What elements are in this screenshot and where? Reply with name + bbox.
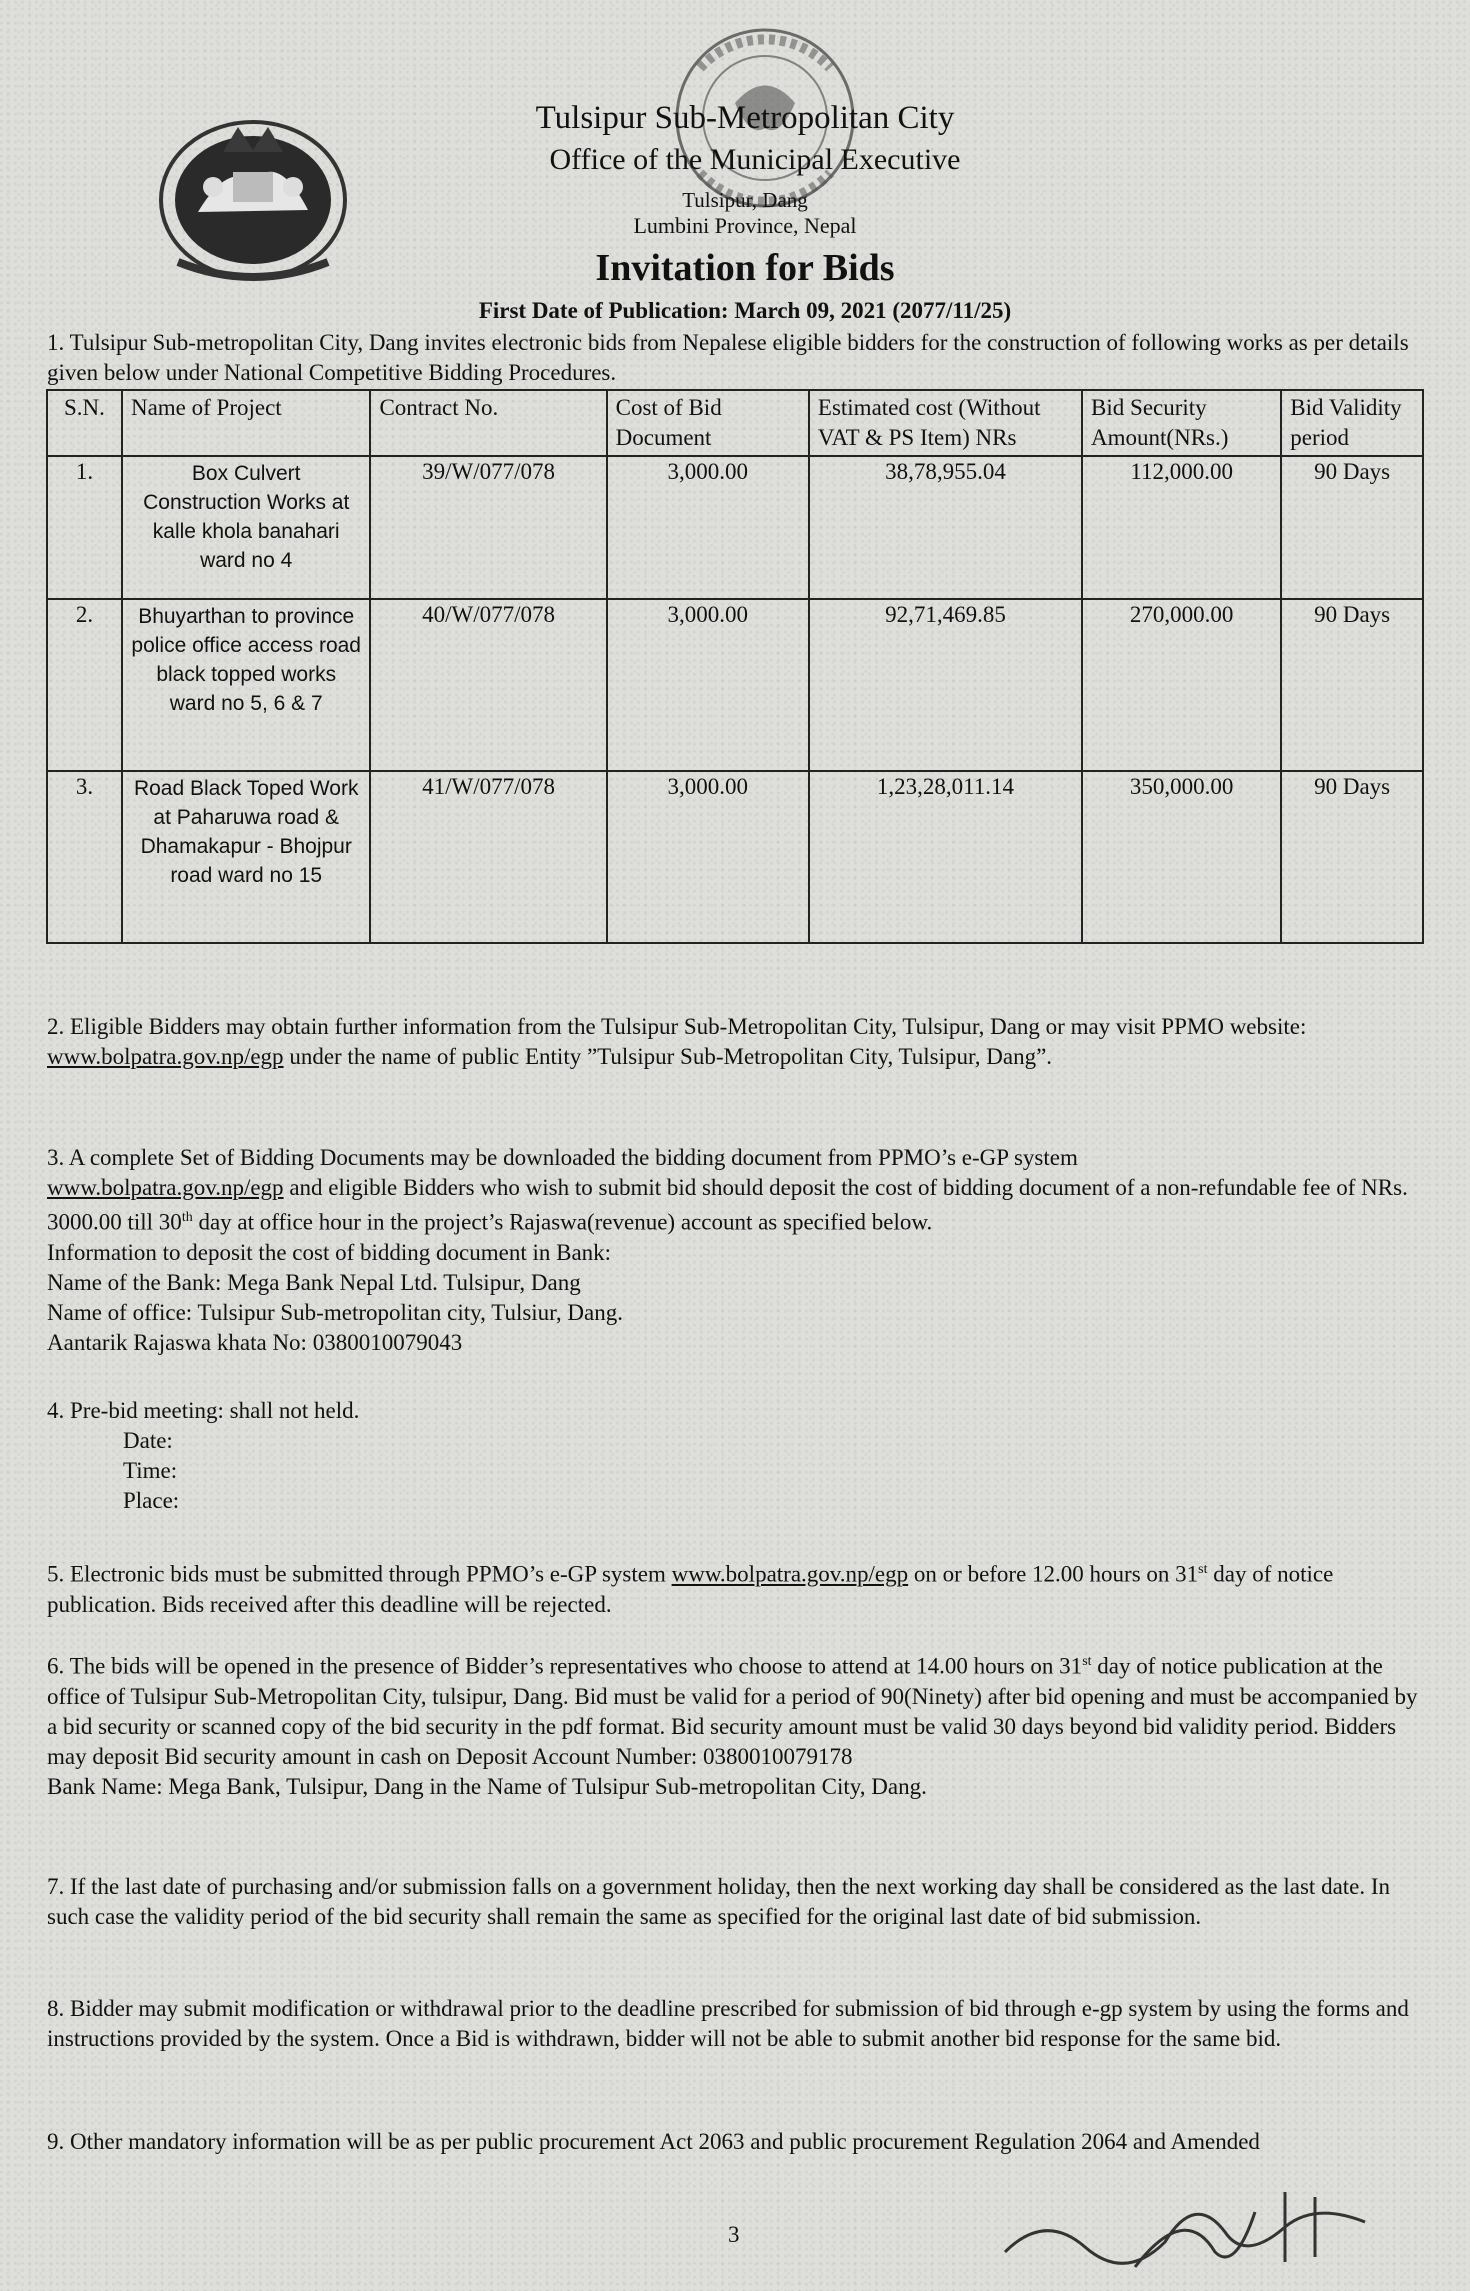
p5-sup: st <box>1198 1562 1208 1577</box>
cell-sn: 1. <box>47 456 122 599</box>
paragraph-5 <box>47 1555 1427 1620</box>
p3-line1: 3. A complete Set of Bidding Documents may be downloaded the bidding document from PPMO’s e-GP system <box>47 1145 1078 1170</box>
p5-text: 5. Electronic bids must be submitted through PPMO’s e-GP system <box>47 1561 672 1587</box>
cell-contract: 39/W/077/078 <box>370 456 606 599</box>
p3-end: day at office hour in the project’s Rajaswa(revenue) account as specified below. <box>192 1209 933 1235</box>
cell-contract: 41/W/077/078 <box>370 771 606 943</box>
page-number: 3 <box>728 2222 740 2247</box>
cell-estimate: 92,71,469.85 <box>809 599 1082 771</box>
page-title: Invitation for Bids <box>595 247 895 289</box>
paragraph-9: 9. Other mandatory information will be as per public procurement Act 2063 and public procurement Regulation 2064 and Amended <box>47 2129 1260 2154</box>
p5-after: day of notice publication. Bids received after this deadline will be rejected. <box>47 1561 1334 1617</box>
paragraph-3 <box>47 1143 1427 1358</box>
egp-link[interactable]: www.bolpatra.gov.np/egp <box>671 1561 909 1587</box>
header-validity: Bid Validity period <box>1281 390 1423 456</box>
p3-khata: Aantarik Rajaswa khata No: 0380010079043 <box>47 1329 463 1355</box>
cell-cost: 3,000.00 <box>607 599 809 771</box>
egp-link[interactable]: www.bolpatra.gov.np/egp <box>47 1044 284 1069</box>
header-contract: Contract No. <box>370 390 606 456</box>
table-row <box>47 771 1423 943</box>
cell-project-name: Road Black Toped Work at Paharuwa road & Dhamakapur - Bhojpur road ward no 15 <box>122 771 371 943</box>
p3-office-name: Name of office: Tulsipur Sub-metropolitan city, Tulsiur, Dang. <box>47 1299 623 1325</box>
p3-bank-info: Information to deposit the cost of bidding document in Bank: <box>47 1239 612 1265</box>
cell-estimate: 1,23,28,011.14 <box>809 771 1082 943</box>
cell-validity: 90 Days <box>1281 456 1423 599</box>
bids-table <box>46 389 1424 944</box>
p5-mid: on or before 12.00 hours on 31 <box>908 1561 1199 1587</box>
p6-text: 6. The bids will be opened in the presence of Bidder’s representatives who choose to attend at 14.00 hours on 31 <box>47 1653 1083 1679</box>
cell-cost: 3,000.00 <box>607 456 809 599</box>
cell-security: 270,000.00 <box>1082 599 1281 771</box>
p3-mid: and eligible Bidders who wish to submit bid should deposit the cost of bidding document of a non-refundable fee of NRs. 3000.00 till 30 <box>47 1175 1408 1235</box>
p4-text: 4. Pre-bid meeting: shall not held. <box>47 1398 360 1423</box>
paragraph-6 <box>47 1647 1427 1802</box>
paragraph-2 <box>47 1012 1427 1072</box>
p6-after: day of notice publication at the office of Tulsipur Sub-Metropolitan City, tulsipur, Dang. Bid must be valid for a period of 90(Ninety) after bid opening and must be accompanied by a bid security or scanned copy of the bid security in the pdf format. Bid security amount must be valid 30 days beyond bid validity period. Bidders may deposit Bid security amount in cash on Deposit Account Number: 0380010079178 <box>47 1653 1418 1769</box>
cell-security: 350,000.00 <box>1082 771 1281 943</box>
cell-estimate: 38,78,955.04 <box>809 456 1082 599</box>
header-cost: Cost of Bid Document <box>607 390 809 456</box>
district-name: Tulsipur, Dang <box>682 188 808 212</box>
province-name: Lumbini Province, Nepal <box>633 213 857 238</box>
office-name: Office of the Municipal Executive <box>549 143 961 176</box>
header-sn: S.N. <box>47 390 122 456</box>
cell-security: 112,000.00 <box>1082 456 1281 599</box>
cell-validity: 90 Days <box>1281 599 1423 771</box>
p6-sup: st <box>1082 1654 1092 1669</box>
table-row <box>47 456 1423 599</box>
p6-bank: Bank Name: Mega Bank, Tulsipur, Dang in the Name of Tulsipur Sub-metropolitan City, Dang. <box>47 1773 927 1799</box>
header-estimate: Estimated cost (Without VAT & PS Item) NRs <box>809 390 1082 456</box>
table-row <box>47 599 1423 771</box>
publication-date: First Date of Publication: March 09, 2021 (2077/11/25) <box>478 298 1012 323</box>
cell-validity: 90 Days <box>1281 771 1423 943</box>
cell-project-name: Bhuyarthan to province police office access road black topped works ward no 5, 6 & 7 <box>122 599 371 771</box>
cell-project-name: Box Culvert Construction Works at kalle khola banahari ward no 4 <box>122 456 371 599</box>
signature-stamp-icon <box>985 2172 1385 2282</box>
p3-sup: th <box>181 1210 193 1225</box>
egp-link[interactable]: www.bolpatra.gov.np/egp <box>47 1175 284 1200</box>
paragraph-7: 7. If the last date of purchasing and/or submission falls on a government holiday, then the next working day shall be considered as the last date. In such case the validity period of the bid security shall remain the same as specified for the original last date of bid submission. <box>47 1874 1391 1929</box>
p4-place: Place: <box>123 1488 180 1513</box>
city-name: Tulsipur Sub-Metropolitan City <box>535 100 955 136</box>
intro-paragraph: 1. Tulsipur Sub-metropolitan City, Dang invites electronic bids from Nepalese eligible bidders for the construction of following works as per details given below under National Competitive Bidding Procedures. <box>47 330 1409 385</box>
paragraph-4 <box>47 1396 1427 1516</box>
cell-cost: 3,000.00 <box>607 771 809 943</box>
p2-text: 2. Eligible Bidders may obtain further information from the Tulsipur Sub-Metropolitan City, Tulsipur, Dang or may visit PPMO website: <box>47 1014 1307 1039</box>
paragraph-8: 8. Bidder may submit modification or withdrawal prior to the deadline prescribed for submission of bid through e-gp system by using the forms and instructions provided by the system. Once a Bid is withdrawn, bidder will not be able to submit another bid response for the same bid. <box>47 1996 1409 2051</box>
cell-sn: 2. <box>47 599 122 771</box>
p4-date: Date: <box>123 1428 173 1453</box>
p3-bank-name: Name of the Bank: Mega Bank Nepal Ltd. Tulsipur, Dang <box>47 1269 581 1295</box>
header-security: Bid Security Amount(NRs.) <box>1082 390 1281 456</box>
cell-sn: 3. <box>47 771 122 943</box>
p2-text-end: under the name of public Entity ”Tulsipur Sub-Metropolitan City, Tulsipur, Dang”. <box>283 1044 1053 1069</box>
table-header-row <box>47 390 1423 456</box>
p4-time: Time: <box>123 1458 178 1483</box>
cell-contract: 40/W/077/078 <box>370 599 606 771</box>
header-name: Name of Project <box>122 390 371 456</box>
